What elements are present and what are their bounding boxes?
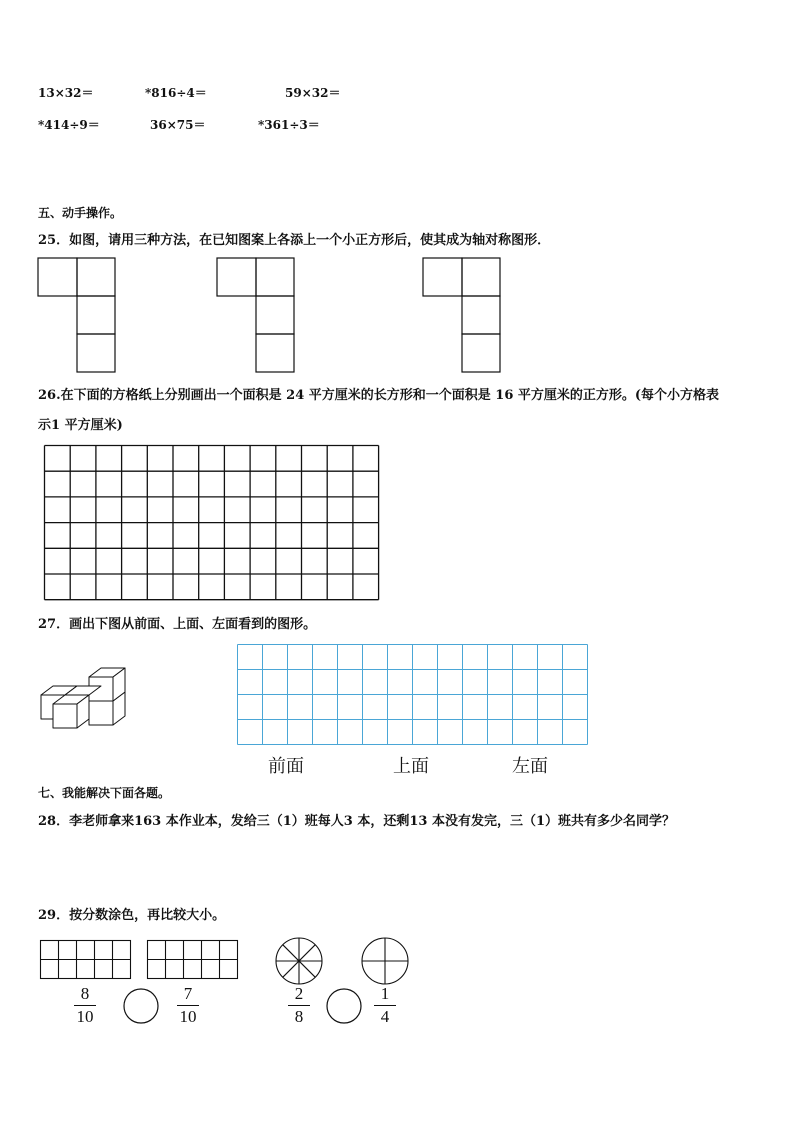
q26-grid-paper[interactable] <box>44 445 380 603</box>
question-27: 27．画出下图从前面、上面、左面看到的图形。 <box>38 617 317 632</box>
fraction-denominator: 8 <box>294 1007 304 1026</box>
calc-5: 36×75＝ <box>150 118 206 132</box>
fraction-1-4 <box>370 984 400 1027</box>
fraction-bar-7-10[interactable] <box>147 940 239 980</box>
fraction-numerator: 7 <box>183 984 193 1003</box>
fraction-2-8 <box>284 984 314 1027</box>
fraction-bar-8-10[interactable] <box>40 940 132 980</box>
q25-figure-3 <box>422 257 504 375</box>
fraction-denominator: 10 <box>76 1007 94 1026</box>
q27-cube-stack <box>37 657 132 737</box>
calc-4: *414÷9＝ <box>38 118 100 132</box>
question-26-line2: 示1 平方厘米) <box>38 418 123 433</box>
section-5-heading: 五、动手操作。 <box>38 206 123 220</box>
fraction-8-10 <box>70 984 100 1027</box>
fraction-bar-line <box>288 1005 310 1006</box>
question-26-line1: 26.在下面的方格纸上分别画出一个面积是 24 平方厘米的长方形和一个面积是 16 平方厘米的正方形。(每个小方格表 <box>38 388 720 403</box>
fraction-bar-line <box>177 1005 199 1006</box>
fraction-numerator: 2 <box>294 984 304 1003</box>
calc-1: 13×32＝ <box>38 86 94 100</box>
fraction-numerator: 1 <box>380 984 390 1003</box>
q25-figure-1 <box>37 257 119 375</box>
calc-3: 59×32＝ <box>285 86 341 100</box>
fraction-bar-line <box>74 1005 96 1006</box>
calc-6: *361÷3＝ <box>258 118 320 132</box>
q25-figure-2 <box>216 257 298 375</box>
compare-circle-2[interactable] <box>325 988 365 1026</box>
compare-circle-1[interactable] <box>122 988 162 1026</box>
fraction-7-10 <box>173 984 203 1027</box>
label-left-view: 左面 <box>512 756 548 776</box>
fraction-circle-quarters[interactable] <box>361 937 411 985</box>
label-front-view: 前面 <box>268 756 304 776</box>
label-top-view: 上面 <box>393 756 429 776</box>
fraction-denominator: 4 <box>380 1007 390 1026</box>
question-25: 25．如图，请用三种方法，在已知图案上各添上一个小正方形后，使其成为轴对称图形． <box>38 233 551 248</box>
fraction-denominator: 10 <box>179 1007 197 1026</box>
section-7-heading: 七、我能解决下面各题。 <box>38 786 171 800</box>
fraction-circle-eighths[interactable] <box>275 937 325 985</box>
q27-blue-grid[interactable] <box>237 644 589 746</box>
fraction-bar-line <box>374 1005 396 1006</box>
calc-2: *816÷4＝ <box>145 86 207 100</box>
question-28: 28．李老师拿来163 本作业本，发给三（1）班每人3 本，还剩13 本没有发完，三（1）班共有多少名同学？ <box>38 814 676 829</box>
fraction-numerator: 8 <box>80 984 90 1003</box>
question-29: 29．按分数涂色，再比较大小。 <box>38 908 226 923</box>
